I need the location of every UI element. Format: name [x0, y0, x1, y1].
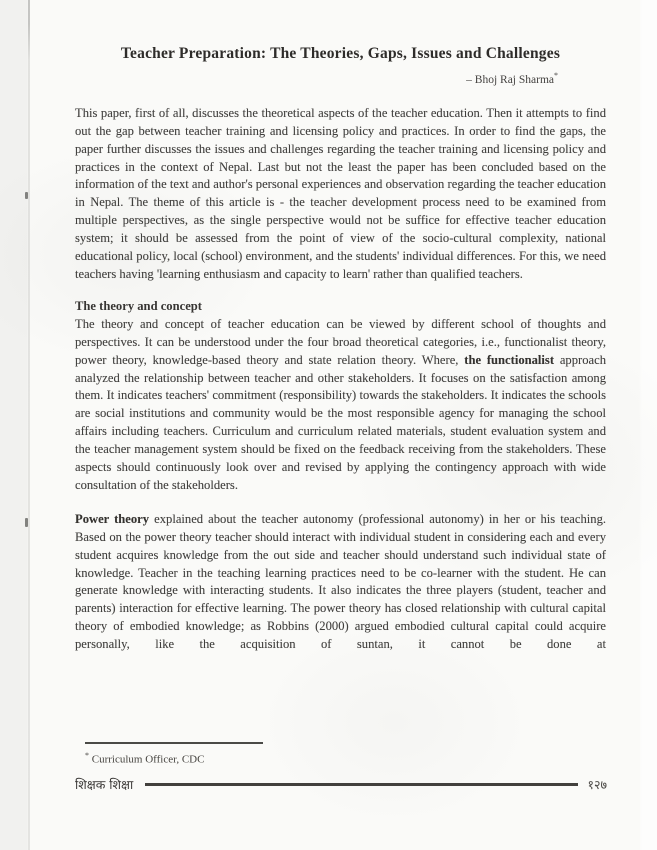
- page-number: १२७: [587, 777, 607, 792]
- scan-speck: [25, 192, 28, 199]
- abstract-paragraph: This paper, first of all, discusses the theoretical aspects of the teacher education. Then it attempts to find out the gap between teacher training and licensing policy and practices. In order to find the gaps, the paper further discusses the issues and challenges regarding the teacher training and licensing policy and practices in the context of Nepal. Last but not the least the paper has been concluded based on the information of the text and author's personal experiences and observation regarding the teacher education in Nepal. The theme of this article is - the teacher development process need to be examined from multiple perspectives, as the single perspective would not be suffice for effective teacher education system; it should be assessed from the point of view of the socio-cultural complexity, national educational policy, local (school) environment, and the students' individual differences. For this, we need teachers having 'learning enthusiasm and capacity to learn' rather than qualified teachers.: [75, 105, 606, 281]
- footnote-rule: [85, 742, 263, 744]
- author-line: [75, 69, 606, 87]
- body-paragraph-theory: The theory and concept of teacher education can be viewed by different school of thoughts and perspectives. It can be understood under the four broad theoretical categories, i.e., functionalist theory, power theory, knowledge-based theory and state relation theory. Where, the functionalist approach analyzed the relationship between teacher and other stakeholders. It focuses on the satisfaction among them. It indicates teachers' commitment (responsibility) towards the stakeholders. It indicates the schools are social institutions and community would be the most responsible agency for managing the school affairs including teachers. Curriculum and curriculum related materials, student evaluation system and the teacher management system should be fixed on the feedback receiving from the stakeholders. These aspects should continuously look over and revised by applying the contingency approach with wide consultation of the stakeholders.: [75, 316, 606, 492]
- footnote-block: [85, 742, 505, 766]
- page-content: [75, 44, 606, 654]
- scan-speck: [25, 518, 28, 527]
- author-footnote-mark: *: [554, 71, 558, 80]
- author-name: – Bhoj Raj Sharma: [466, 73, 554, 86]
- footnote-mark: *: [85, 751, 89, 760]
- page-edge-line: [28, 0, 30, 850]
- footnote-text: Curriculum Officer, CDC: [89, 753, 205, 766]
- page-title: Teacher Preparation: The Theories, Gaps, Issues and Challenges: [120, 45, 561, 62]
- journal-name: शिक्षक शिक्षा: [75, 777, 134, 792]
- footer-rule: [145, 783, 578, 786]
- body-paragraph-power-theory: Power theory explained about the teacher autonomy (professional autonomy) in her or his teaching. Based on the power theory teacher should interact with individual student in considering each and every student acquires knowledge from the out side and teacher should understand such individual state of knowledge. Teacher in the teaching learning practices need to be co-learner with the student. He can generate knowledge with interacting students. It also indicates the three players (student, teacher and parents) interaction for effective learning. The power theory has closed relationship with cultural capital theory of embodied knowledge; as Robbins (2000) argued embodied cultural capital could acquire personally, like the acquisition of suntan, it cannot be done at: [75, 511, 607, 652]
- section-heading-theory-and-concept: The theory and concept: [75, 298, 202, 313]
- page-footer: [75, 776, 607, 793]
- footnote: [85, 751, 505, 766]
